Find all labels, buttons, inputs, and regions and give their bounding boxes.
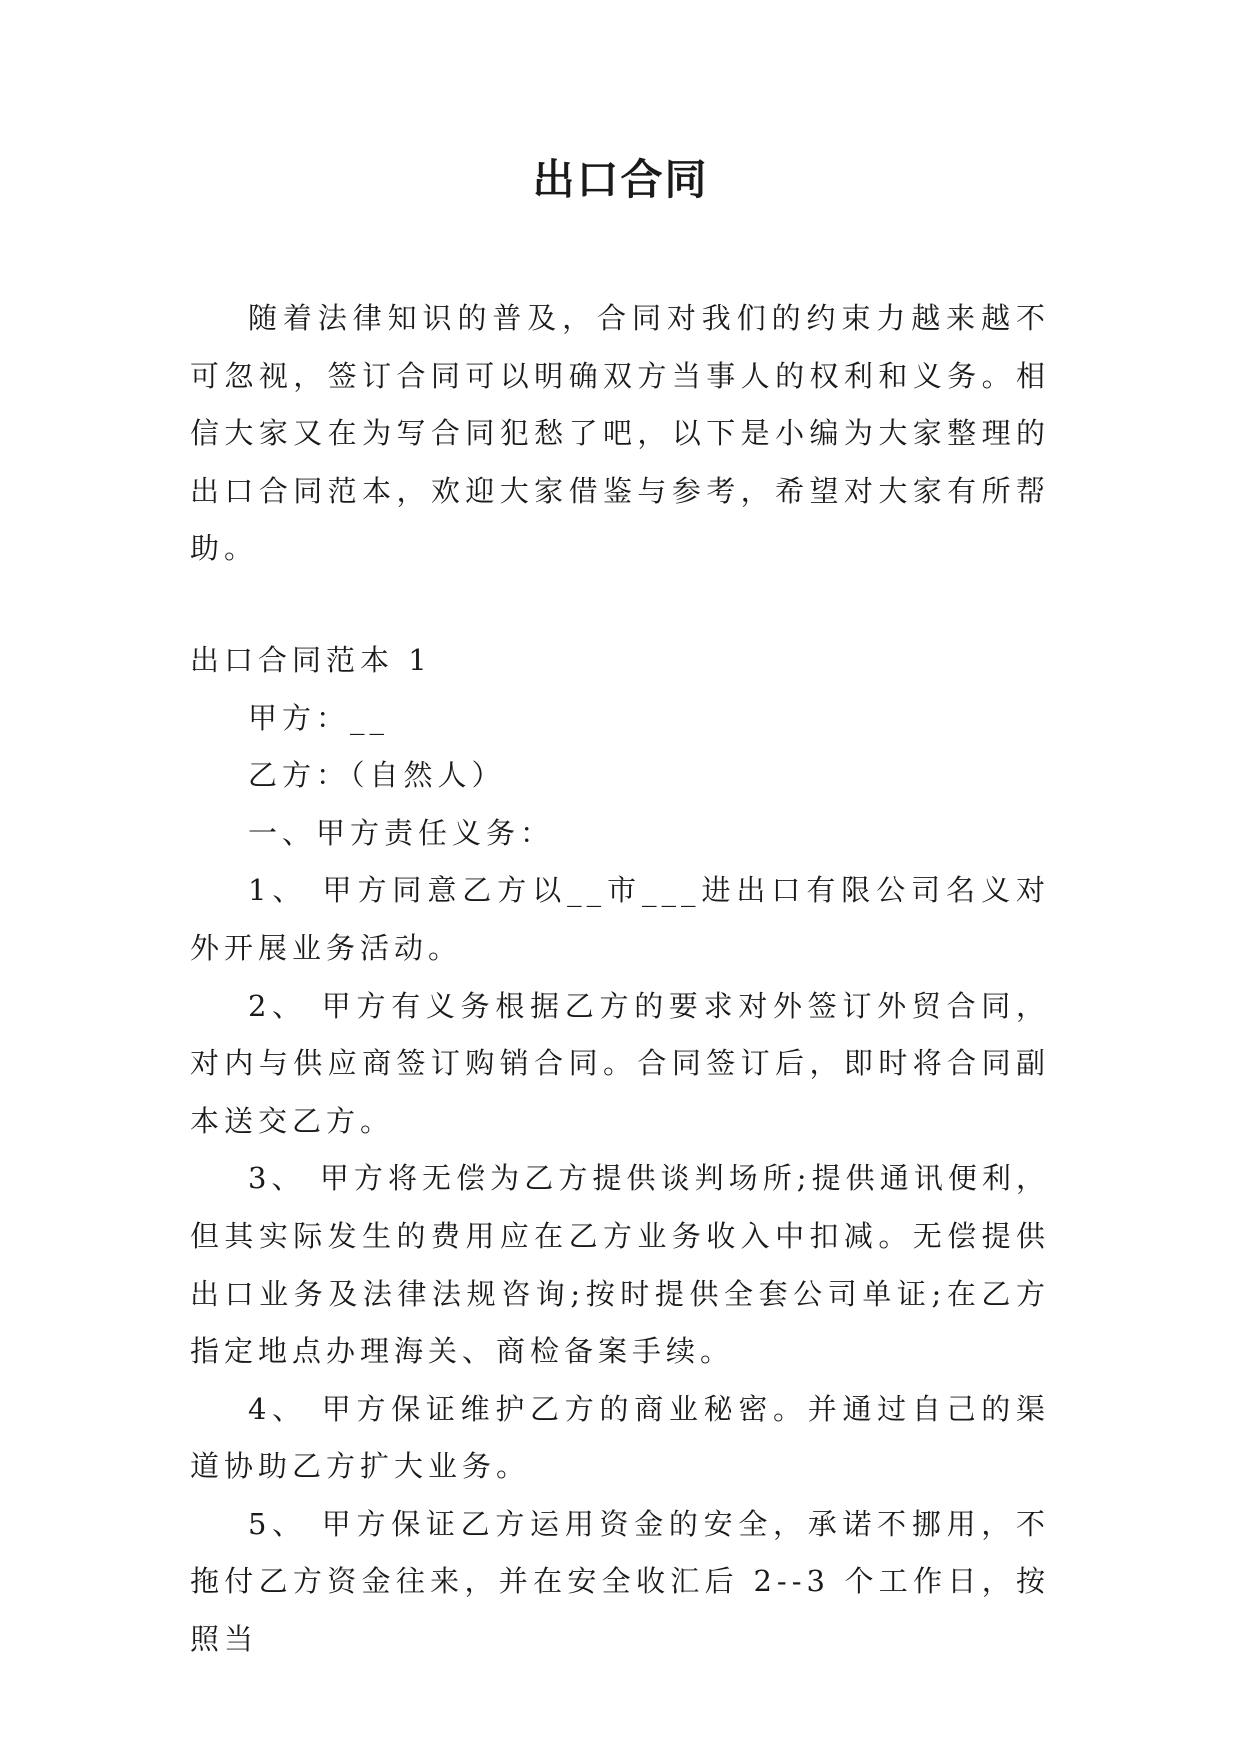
section-heading: 出口合同范本 1 bbox=[190, 642, 432, 677]
party-a-line: 甲方：__ bbox=[248, 700, 390, 735]
party-b-line: 乙方：（自然人） bbox=[248, 758, 506, 793]
clause-paragraph: 5、 甲方保证乙方运用资金的安全，承诺不挪用，不拖付乙方资金往来，并在安全收汇后 2--3 个工作日，按照当 bbox=[190, 1506, 1050, 1657]
clause-paragraph: 1、 甲方同意乙方以__市___进出口有限公司名义对外开展业务活动。 bbox=[190, 873, 1050, 965]
document-title: 出口合同 bbox=[532, 155, 709, 204]
document-body bbox=[190, 290, 1050, 1669]
clause-paragraph: 3、 甲方将无偿为乙方提供谈判场所;提供通讯便利，但其实际发生的费用应在乙方业务收入中扣减。无偿提供出口业务及法律法规咨询;按时提供全套公司单证;在乙方指定地点办理海关、商检备案手续。 bbox=[190, 1161, 1050, 1369]
clause-paragraph: 4、 甲方保证维护乙方的商业秘密。并通过自己的渠道协助乙方扩大业务。 bbox=[190, 1391, 1050, 1484]
duties-heading: 一、甲方责任义务： bbox=[248, 815, 555, 850]
intro-paragraph: 随着法律知识的普及，合同对我们的约束力越来越不可忽视，签订合同可以明确双方当事人的权利和义务。相信大家又在为写合同犯愁了吧，以下是小编为大家整理的出口合同范本，欢迎大家借鉴与参考，希望对大家有所帮助。 bbox=[190, 301, 1050, 566]
clause-paragraph: 2、 甲方有义务根据乙方的要求对外签订外贸合同，对内与供应商签订购销合同。合同签订后，即时将合同副本送交乙方。 bbox=[190, 988, 1050, 1138]
